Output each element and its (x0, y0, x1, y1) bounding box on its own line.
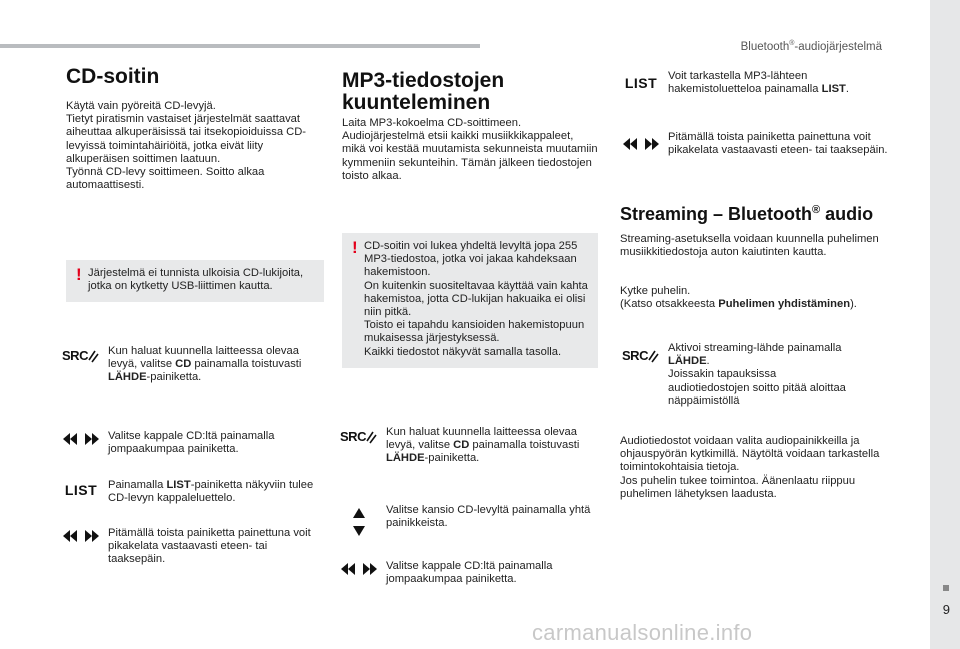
page-header-title: Bluetooth®-audiojärjestelmä (740, 40, 882, 53)
src-button-icon: SRC (622, 348, 660, 363)
watermark: carmanualsonline.info (532, 620, 753, 645)
section-title-mp3: MP3-tiedostojen kuunteleminen (342, 69, 505, 114)
src-instruction: SRC Kun haluat kuunnella laitteessa olevaa levyä, valitse CD painamalla toistuvasti LÄHDE-painiketta. (62, 345, 302, 384)
section-title-cd: CD-soitin (66, 65, 160, 88)
track-select-instruction: Valitse kappale CD:ltä painamalla jompaakumpaa painiketta. (54, 430, 324, 456)
fast-seek-instruction: Pitämällä toista painiketta painettuna voit pikakelata vastaavasti eteen- tai taaksepäin. (54, 527, 324, 567)
streaming-src-instruction: SRC Aktivoi streaming-lähde painamalla LÄHDE. Joissakin tapauksissa audiotiedostojen soitto pitää aloittaa näppäimistöllä (622, 342, 846, 407)
fast-seek-instruction: Pitämällä toista painiketta painettuna voit pikakelata vastaavasti eteen- tai taaksepäin. (614, 131, 888, 157)
warning-note-cd (66, 260, 324, 302)
seek-buttons-icon (338, 563, 380, 575)
warning-note-text: Järjestelmä ei tunnista ulkoisia CD-lukijoita, jotka on kytketty USB-liittimen kautta. (88, 267, 304, 293)
seek-buttons-icon (620, 138, 662, 150)
list-button-icon: LIST (64, 482, 98, 498)
track-select-instruction: Valitse kappale CD:ltä painamalla jompaakumpaa painiketta. (332, 560, 600, 586)
seek-buttons-icon (60, 433, 102, 445)
src-button-icon: SRC (340, 429, 378, 444)
folder-select-instruction: Valitse kansio CD-levyltä painamalla yhtä painikkeista. (332, 504, 600, 536)
mp3-intro: Laita MP3-kokoelma CD-soittimeen. Audiojärjestelmä etsii kaikki musiikkikappaleet, mikä voi kestää muutamista sekunneista muutamiin kymmeniin sekunteihin. Tämän jälkeen tiedostojen toisto alkaa. (342, 117, 598, 182)
src-instruction: SRC Kun haluat kuunnella laitteessa olevaa levyä, valitse CD painamalla toistuvasti LÄHDE-painiketta. (340, 426, 580, 465)
warning-note-mp3 (342, 233, 598, 368)
list-instruction: LIST Painamalla LIST-painiketta näkyviin tulee CD-levyn kappaleluettelo. (64, 479, 314, 505)
warning-icon: ! (352, 238, 358, 257)
section-marker (943, 585, 949, 591)
seek-buttons-icon (60, 530, 102, 542)
list-button-icon: LIST (624, 75, 658, 91)
streaming-intro: Streaming-asetuksella voidaan kuunnella puhelimen musiikkitiedostoja auton kaiutinten kautta. (620, 233, 879, 259)
mp3-list-instruction: LIST Voit tarkastella MP3-lähteen hakemistoluetteloa painamalla LIST. (624, 70, 849, 96)
warning-note-text: CD-soitin voi lukea yhdeltä levyltä jopa 255 MP3-tiedostoa, jotka voi jakaa kahdeksaan hakemistoon. On kuitenkin suositeltavaa käyttää vain kahta hakemistoa, jotta CD-lukijan hakuaika ei olisi niin pitkä. Toisto ei tapahdu kansioiden hakemistopuun mukaisessa järjestyksessä. Kaikki tiedostot näkyvät samalla tasolla. (364, 240, 588, 358)
streaming-outro: Audiotiedostot voidaan valita audiopainikkeilla ja ohjauspyörän kytkimillä. Näytöltä voidaan tarkastella toimintokohtaisia tietoja. Jos puhelin tukee toimintoa. Äänenlaatu riippuu puhelimen lähetyksen laadusta. (620, 435, 880, 500)
cd-intro: Käytä vain pyöreitä CD-levyjä. Tietyt piratismin vastaiset järjestelmät saattavat aiheuttaa alkuperäisissä tai itsekopioiduissa CD-levyissä toimintahäiriöitä, jotka eivät liity alkuperäisen soittimen laatuun. Työnnä CD-levy soittimeen. Soitto alkaa automaattisesti. (66, 100, 307, 192)
warning-icon: ! (76, 265, 82, 284)
up-down-buttons-icon (353, 508, 365, 536)
header-rule (0, 44, 480, 48)
section-title-streaming: Streaming – Bluetooth® audio (620, 204, 874, 224)
page-number: 9 (942, 602, 950, 617)
page-side-band (930, 0, 960, 649)
pair-phone-note: Kytke puhelin. (Katso otsakkeesta Puhelimen yhdistäminen). (620, 285, 857, 311)
src-button-icon: SRC (62, 348, 100, 363)
